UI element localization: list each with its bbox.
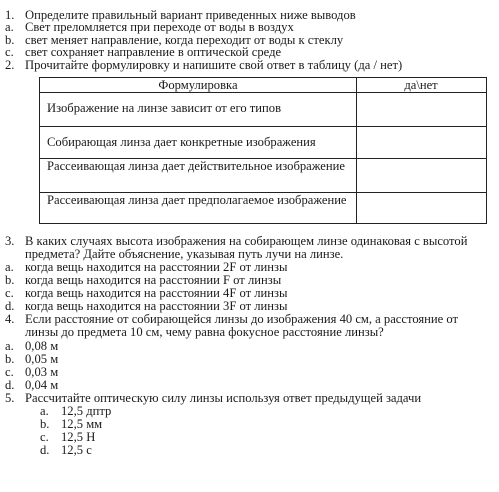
option-text: когда вещь находится на расстоянии F от линзы: [25, 273, 282, 287]
table-row-statement: Рассеивающая линза дает предполагаемое изображение: [47, 193, 347, 207]
option-text: свет сохраняет направление в оптической среде: [25, 45, 282, 59]
question-text-line-2: предмета? Дайте объяснение, указывая путь лучи на линзе.: [25, 247, 344, 261]
option-letter: a.: [5, 260, 14, 274]
option-text: свет меняет направление, когда переходит от воды к стеклу: [25, 33, 344, 47]
table-row-statement: Собирающая линза дает конкретные изображения: [47, 135, 316, 149]
option-letter: b.: [40, 417, 50, 431]
question-text-line-1: Если расстояние от собирающейся линзы до изображения 40 см, а расстояние от: [25, 312, 459, 326]
option-letter: b.: [5, 273, 15, 287]
option-text: когда вещь находится на расстоянии 3F от линзы: [25, 299, 288, 313]
option-text: 0,03 м: [25, 365, 59, 379]
option-text: когда вещь находится на расстоянии 4F от линзы: [25, 286, 288, 300]
table-row-statement: Рассеивающая линза дает действительное изображение: [47, 159, 345, 173]
option-letter: a.: [40, 404, 49, 418]
question-number: 5.: [5, 391, 15, 405]
table-row-divider: [40, 92, 486, 93]
option-text: 0,08 м: [25, 339, 59, 353]
question-text: Прочитайте формулировку и напишите свой ответ в таблицу (да / нет): [25, 58, 403, 72]
option-letter: b.: [5, 352, 15, 366]
option-letter: d.: [40, 443, 50, 457]
option-letter: c.: [40, 430, 49, 444]
table-row-divider: [40, 126, 486, 127]
option-letter: a.: [5, 20, 14, 34]
question-number: 3.: [5, 234, 15, 248]
option-letter: c.: [5, 365, 14, 379]
option-text: Свет преломляется при переходе от воды в воздух: [25, 20, 294, 34]
question-text-line-2: линзы до предмета 10 см, чему равна фокусное расстояние линзы?: [25, 325, 384, 339]
table-column-divider: [356, 78, 357, 223]
option-letter: c.: [5, 45, 14, 59]
option-letter: b.: [5, 33, 15, 47]
table-header-statement: Формулировка: [158, 78, 238, 92]
option-letter: d.: [5, 299, 15, 313]
question-text: Определите правильный вариант приведенных ниже выводов: [25, 8, 356, 22]
table-header-answer: да\нет: [404, 78, 438, 92]
option-text: 0,04 м: [25, 378, 59, 392]
option-text: когда вещь находится на расстоянии 2F от линзы: [25, 260, 288, 274]
answer-table: [39, 77, 487, 224]
option-text: 0,05 м: [25, 352, 59, 366]
option-letter: c.: [5, 286, 14, 300]
option-text: 12,5 с: [61, 443, 92, 457]
question-number: 2.: [5, 58, 15, 72]
question-text-line-1: В каких случаях высота изображения на собирающем линзе одинаковая с высотой: [25, 234, 468, 248]
option-letter: d.: [5, 378, 15, 392]
question-text: Рассчитайте оптическую силу линзы используя ответ предыдущей задачи: [25, 391, 422, 405]
option-text: 12,5 мм: [61, 417, 103, 431]
question-number: 1.: [5, 8, 15, 22]
question-number: 4.: [5, 312, 15, 326]
option-text: 12,5 дптр: [61, 404, 112, 418]
table-row-statement: Изображение на линзе зависит от его типов: [47, 101, 282, 115]
option-letter: a.: [5, 339, 14, 353]
option-text: 12,5 Н: [61, 430, 96, 444]
